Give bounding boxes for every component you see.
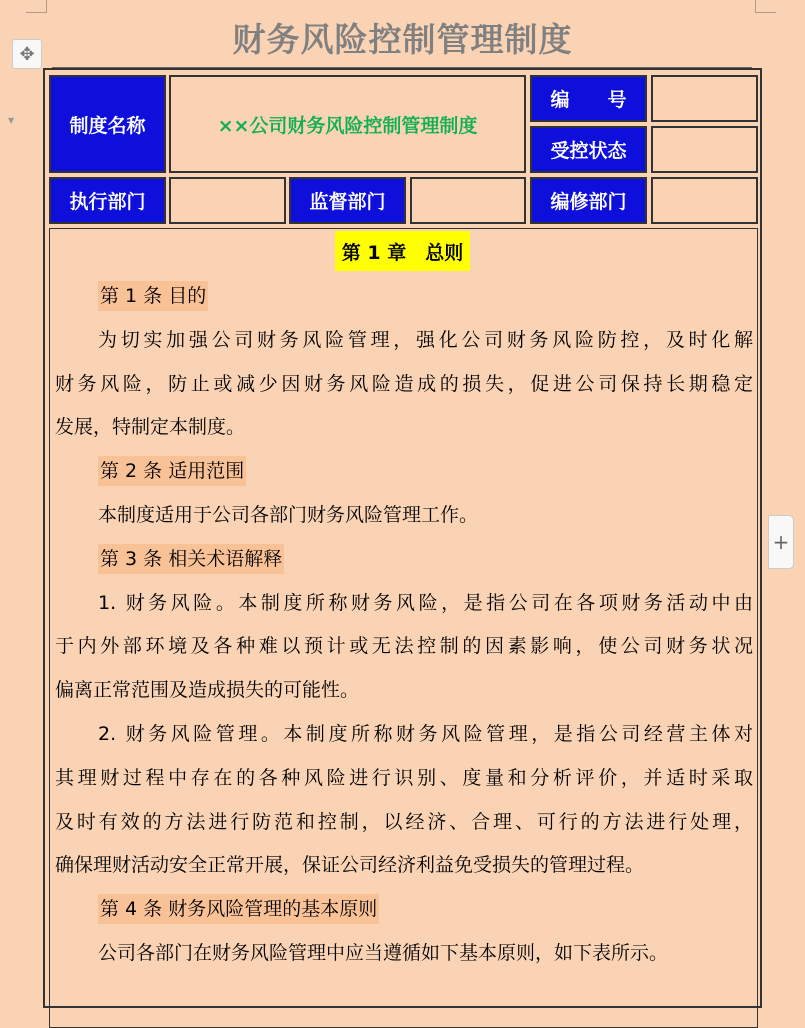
edit-dept-label: 编修部门	[530, 177, 647, 224]
paragraph-line	[55, 678, 753, 702]
number-label: 编 号	[530, 75, 647, 122]
paragraph-line	[55, 415, 753, 439]
line-text: 及时有效的方法进行防范和控制，以经济、合理、可行的方法进行处理，	[55, 810, 753, 833]
line-text: 于内外部环境及各种难以预计或无法控制的因素影响，使公司财务状况	[55, 635, 753, 658]
paragraph-line	[55, 810, 753, 834]
page-corner-mark	[755, 0, 776, 13]
line-text: 2. 财务风险管理。本制度所称财务风险管理，是指公司经营主体对	[98, 723, 753, 745]
paragraph-line	[55, 634, 753, 658]
exec-dept-value-cell[interactable]	[169, 177, 286, 224]
line-text: 第 2 条 适用范围	[98, 456, 246, 486]
paragraph-line	[55, 766, 753, 790]
paragraph-line	[98, 503, 753, 527]
line-text: 第 1 条 目的	[98, 281, 208, 311]
line-text: 为切实加强公司财务风险管理，强化公司财务风险防控，及时化解	[98, 328, 753, 351]
policy-name-value[interactable]: ××公司财务风险控制管理制度	[169, 75, 526, 173]
paragraph-line	[98, 722, 753, 746]
table-move-handle-icon[interactable]: ✥	[12, 39, 42, 69]
document-title: 财务风险控制管理制度	[232, 20, 573, 59]
paragraph-line	[98, 941, 753, 965]
supervise-dept-value-cell[interactable]	[410, 177, 526, 224]
line-text: 发展，特制定本制度。	[55, 416, 246, 439]
article-heading	[98, 284, 753, 308]
paragraph-line	[55, 853, 753, 877]
line-text: 其理财过程中存在的各种风险进行识别、度量和分析评价，并适时采取	[55, 766, 753, 789]
line-text: 第 4 条 财务风险管理的基本原则	[98, 894, 379, 924]
paragraph-line	[55, 372, 753, 396]
add-column-plus-icon[interactable]: +	[768, 515, 794, 569]
article-heading	[98, 897, 753, 921]
control-status-label: 受控状态	[530, 126, 647, 173]
line-text: 财务风险，防止或减少因财务风险造成的损失，促进公司保持长期稳定	[55, 372, 753, 395]
collapse-arrow-icon[interactable]: ▼	[8, 116, 15, 125]
line-text: 偏离正常范围及造成损失的可能性。	[55, 679, 360, 702]
paragraph-line	[98, 591, 753, 615]
line-text: 本制度适用于公司各部门财务风险管理工作。	[98, 504, 479, 526]
line-text: 1. 财务风险。本制度所称财务风险，是指公司在各项财务活动中由	[98, 591, 753, 614]
chapter-heading: 第 1 章 总则	[335, 231, 470, 271]
exec-dept-label: 执行部门	[49, 177, 166, 224]
paragraph-line	[98, 328, 753, 352]
article-heading	[98, 459, 753, 483]
control-status-value-cell[interactable]	[651, 126, 758, 173]
article-heading	[98, 547, 753, 571]
policy-name-label: 制度名称	[49, 75, 166, 173]
line-text: 确保理财活动安全正常开展，保证公司经济利益免受损失的管理过程。	[55, 854, 645, 877]
line-text: 第 3 条 相关术语解释	[98, 544, 284, 574]
edit-dept-value-cell[interactable]	[651, 177, 758, 224]
supervise-dept-label: 监督部门	[289, 177, 406, 224]
number-value-cell[interactable]	[651, 75, 758, 122]
page-corner-mark	[26, 0, 47, 13]
line-text: 公司各部门在财务风险管理中应当遵循如下基本原则，如下表所示。	[98, 942, 669, 964]
